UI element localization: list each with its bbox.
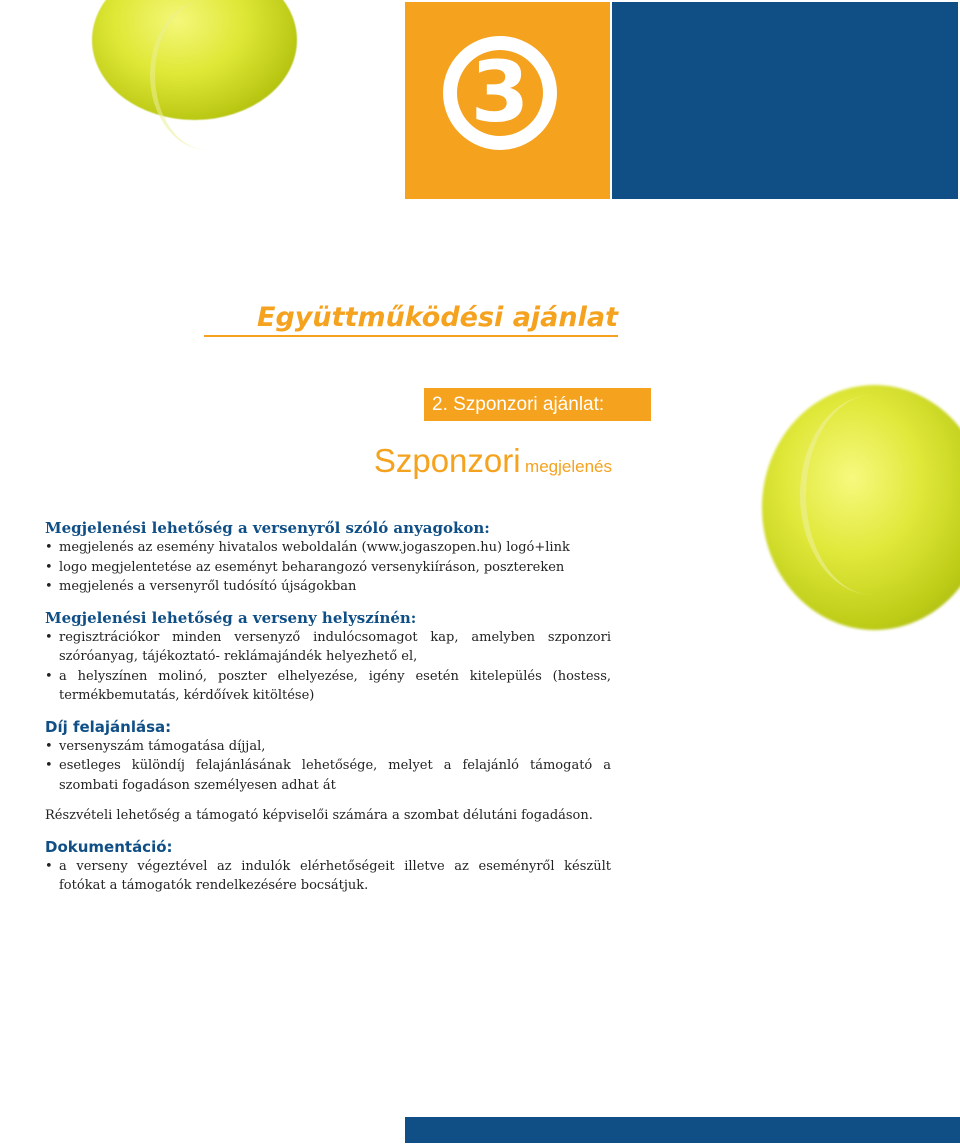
tennis-ball-top-seam <box>150 0 265 150</box>
subtitle <box>300 442 612 480</box>
chapter-number: 3 <box>470 43 530 141</box>
list-item: • logo megjelentetése az eseményt beharangozó versenykiíráson, posztereken <box>45 558 611 578</box>
header-blue-block <box>612 2 958 199</box>
reception-note: Részvételi lehetőség a támogató képviselői számára a szombat délutáni fogadáson. <box>45 808 593 823</box>
footer-blue-bar <box>405 1117 960 1143</box>
section-heading-materials: Megjelenési lehetőség a versenyről szóló anyagokon: <box>45 519 490 537</box>
venue-list <box>45 628 611 706</box>
section-label: 2. Szponzori ajánlat: <box>424 388 651 421</box>
chapter-number-badge <box>443 36 557 150</box>
tennis-ball-right-seam <box>800 395 946 595</box>
list-item: • esetleges különdíj felajánlásának lehetősége, melyet a felajánló támogató a szombati fogadáson személyesen adhat át <box>45 756 611 795</box>
list-item: • regisztrációkor minden versenyző indulócsomagot kap, amelyben szponzori szóróanyag, tájékoztató- reklámajándék helyezhető el, <box>45 628 611 667</box>
section-heading-documentation: Dokumentáció: <box>45 837 173 856</box>
title-underline <box>204 335 618 337</box>
list-item: • a verseny végeztével az indulók elérhetőségeit illetve az eseményről készült fotókat a támogatók rendelkezésére bocsátjuk. <box>45 857 611 896</box>
offer-body <box>45 518 611 896</box>
list-item: • a helyszínen molinó, poszter elhelyezése, igény esetén kitelepülés (hostess, termékbemutatás, kérdőívek kitöltése) <box>45 667 611 706</box>
section-heading-prize: Díj felajánlása: <box>45 717 172 736</box>
list-item: • megjelenés az esemény hivatalos weboldalán (www.jogaszopen.hu) logó+link <box>45 538 611 558</box>
prize-list <box>45 737 611 796</box>
section-heading-venue: Megjelenési lehetőség a verseny helyszínén: <box>45 608 417 627</box>
documentation-list <box>45 857 611 896</box>
materials-list <box>45 538 611 597</box>
page-title: Együttműködési ajánlat <box>257 302 618 333</box>
subtitle-main: Szponzori <box>373 442 521 479</box>
list-item: • megjelenés a versenyről tudósító újságokban <box>45 577 611 597</box>
subtitle-sub: megjelenés <box>525 457 612 476</box>
list-item: • versenyszám támogatása díjjal, <box>45 737 611 757</box>
